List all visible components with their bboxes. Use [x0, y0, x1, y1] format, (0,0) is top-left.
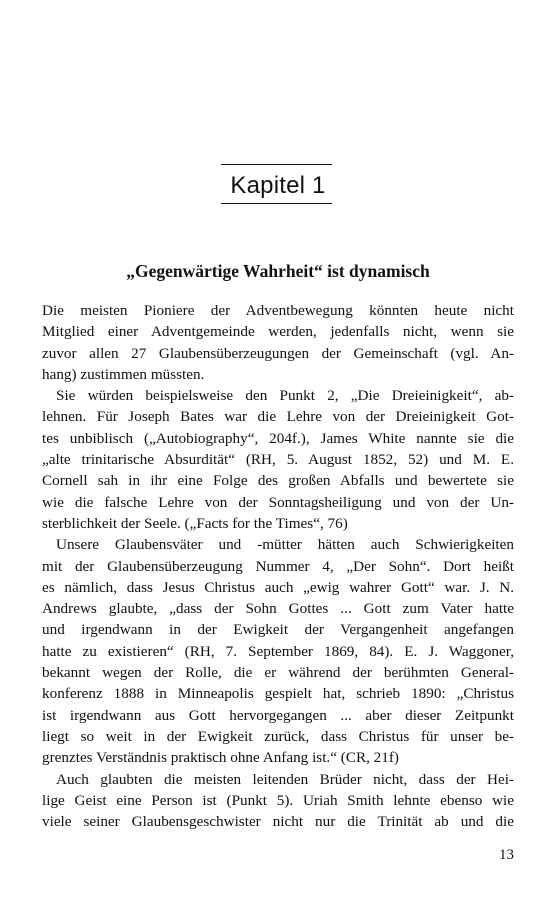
text-line: Cornell sah in ihr eine Folge des großen Abfalls und bewertete sie	[42, 472, 514, 490]
text-line: lehnen. Für Joseph Bates war die Lehre von der Dreieinigkeit Got-	[42, 408, 514, 426]
text-line: lige Geist eine Person ist (Punkt 5). Uriah Smith lehnte ebenso wie	[42, 791, 514, 809]
text-line: zuvor allen 27 Glaubensüberzeugungen der Gemeinschaft (vgl. An-	[42, 344, 514, 362]
text-line: konferenz 1888 in Minneapolis gespielt hat, schrieb 1890: „Christus	[42, 685, 514, 703]
chapter-rule-top	[221, 164, 332, 165]
text-line: bekannt wegen der Rolle, die er während der berühmten General-	[42, 664, 514, 682]
text-line: Sie würden beispielsweise den Punkt 2, „Die Dreieinigkeit“, ab-	[56, 387, 514, 405]
page-number: 13	[499, 847, 514, 863]
chapter-rule-bottom	[221, 203, 332, 204]
text-line: grenztes Verständnis praktisch ohne Anfang ist.“ (CR, 21f)	[42, 749, 399, 767]
text-line: Andrews glaubte, „dass der Sohn Gottes ... Gott zum Vater hatte	[42, 600, 514, 618]
text-line: und irgendwann in der Ewigkeit der Vergangenheit angefangen	[42, 621, 514, 639]
text-line: ist irgendwann aus Gott hervorgegangen ... aber dieser Zeitpunkt	[42, 706, 514, 724]
text-line: Die meisten Pioniere der Adventbewegung könnten heute nicht	[42, 302, 514, 319]
text-line: „alte trinitarische Absurdität“ (RH, 5. August 1852, 52) und M. E.	[42, 451, 514, 469]
text-line: Auch glaubten die meisten leitenden Brüder nicht, dass der Hei-	[56, 770, 514, 788]
text-line: hang) zustimmen müssten.	[42, 365, 205, 383]
text-line: Mitglied einer Adventgemeinde werden, jedenfalls nicht, wenn sie	[42, 323, 514, 341]
text-line: Unsere Glaubensväter und -mütter hätten auch Schwierigkeiten	[56, 536, 514, 554]
text-line: mit der Glaubensüberzeugung Nummer 4, „Der Sohn“. Dort heißt	[42, 557, 514, 575]
body-text	[42, 300, 514, 832]
text-line: es nämlich, dass Jesus Christus auch „ewig wahrer Gott“ war. J. N.	[42, 578, 514, 596]
text-line: liegt so weit in der Ewigkeit zurück, dass Christus für unser be-	[42, 727, 514, 745]
text-line: wie die falsche Lehre von der Sonntagsheiligung und von der Un-	[42, 493, 514, 511]
section-heading: „Gegenwärtige Wahrheit“ ist dynamisch	[126, 261, 430, 281]
text-line: tes unbiblisch („Autobiography“, 204f.), James White nannte sie die	[42, 429, 514, 447]
text-line: hatte zu existieren“ (RH, 7. September 1869, 84). E. J. Waggoner,	[42, 642, 514, 660]
text-line: sterblichkeit der Seele. („Facts for the Times“, 76)	[42, 514, 348, 532]
chapter-title: Kapitel 1	[230, 172, 326, 199]
text-line: viele seiner Glaubensgeschwister nicht nur die Trinität ab und die	[42, 813, 514, 831]
